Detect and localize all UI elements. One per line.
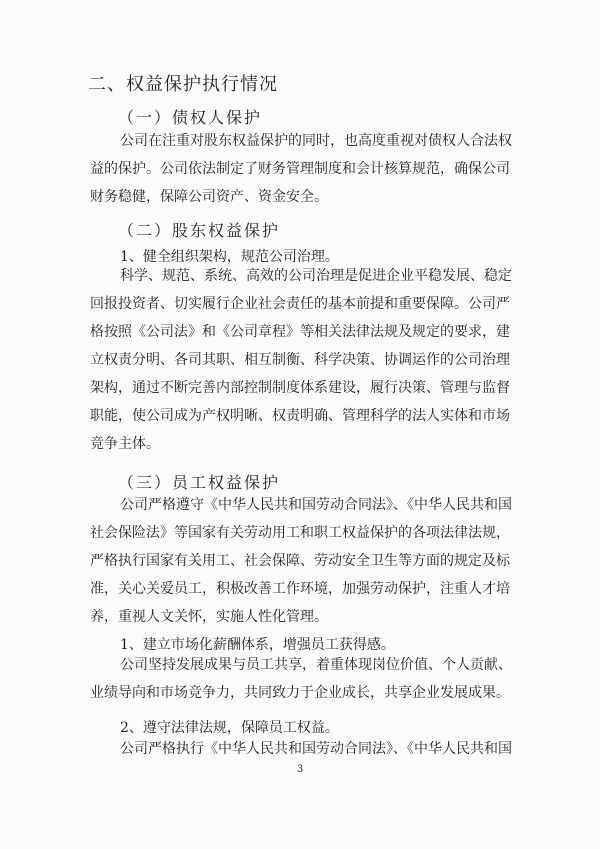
text-line: 财务稳健，保障公司资产、资金安全。 <box>90 189 328 205</box>
text-line: 格按照《公司法》和《公司章程》等相关法律法规及规定的要求，建 <box>90 324 510 340</box>
paragraph-employee <box>90 491 514 631</box>
subsection-title-employee: （三）员工权益保护 <box>118 473 281 492</box>
paragraph-governance <box>90 262 514 458</box>
item-heading: 1、健全组织架构，规范公司治理。 <box>120 249 339 265</box>
subsection-title-creditor: （一）债权人保护 <box>118 108 263 127</box>
text-line: 养，重视人文关怀，实施人性化管理。 <box>90 609 328 625</box>
text-line: 业绩导向和市场竞争力，共同致力于企业成长，共享企业发展成果。 <box>90 685 510 701</box>
text-line: 公司坚持发展成果与员工共享，着重体现岗位价值、个人贡献、 <box>120 657 512 673</box>
text-line: 公司严格执行《中华人民共和国劳动合同法》、《中华人民共和国 <box>120 741 512 757</box>
text-line: 公司在注重对股东权益保护的同时，也高度重视对债权人合法权 <box>120 133 512 149</box>
text-line: 立权责分明、各司其职、相互制衡、科学决策、协调运作的公司治理 <box>90 352 510 368</box>
section-title: 二、权益保护执行情况 <box>88 74 278 95</box>
text-line: 科学、规范、系统、高效的公司治理是促进企业平稳发展、稳定 <box>120 268 512 284</box>
text-line: 回报投资者、切实履行企业社会责任的基本前提和重要保障。公司严 <box>90 296 510 312</box>
text-line: 架构，通过不断完善内部控制制度体系建设，履行决策、管理与监督 <box>90 380 510 396</box>
text-line: 益的保护。公司依法制定了财务管理制度和会计核算规范，确保公司 <box>90 161 510 177</box>
text-line: 社会保险法》等国家有关劳动用工和职工权益保护的各项法律法规， <box>90 525 510 541</box>
text-line: 公司严格遵守《中华人民共和国劳动合同法》、《中华人民共和国 <box>120 497 512 513</box>
text-line: 准，关心关爱员工，积极改善工作环境，加强劳动保护，注重人才培 <box>90 581 510 597</box>
item-heading: 2、遵守法律法规，保障员工权益。 <box>120 720 339 736</box>
text-line: 竞争主体。 <box>90 436 160 452</box>
paragraph-compensation <box>90 651 514 707</box>
subsection-title-shareholder: （二）股东权益保护 <box>118 221 281 240</box>
paragraph-creditor <box>90 127 514 211</box>
text-line: 严格执行国家有关用工、社会保障、劳动安全卫生等方面的规定及标 <box>90 553 510 569</box>
text-line: 职能，使公司成为产权明晰、权责明确、管理科学的法人实体和市场 <box>90 408 510 424</box>
page-number: 3 <box>296 764 304 775</box>
item-heading: 1、建立市场化薪酬体系，增强员工获得感。 <box>120 637 395 653</box>
paragraph-labor-law <box>90 735 514 763</box>
